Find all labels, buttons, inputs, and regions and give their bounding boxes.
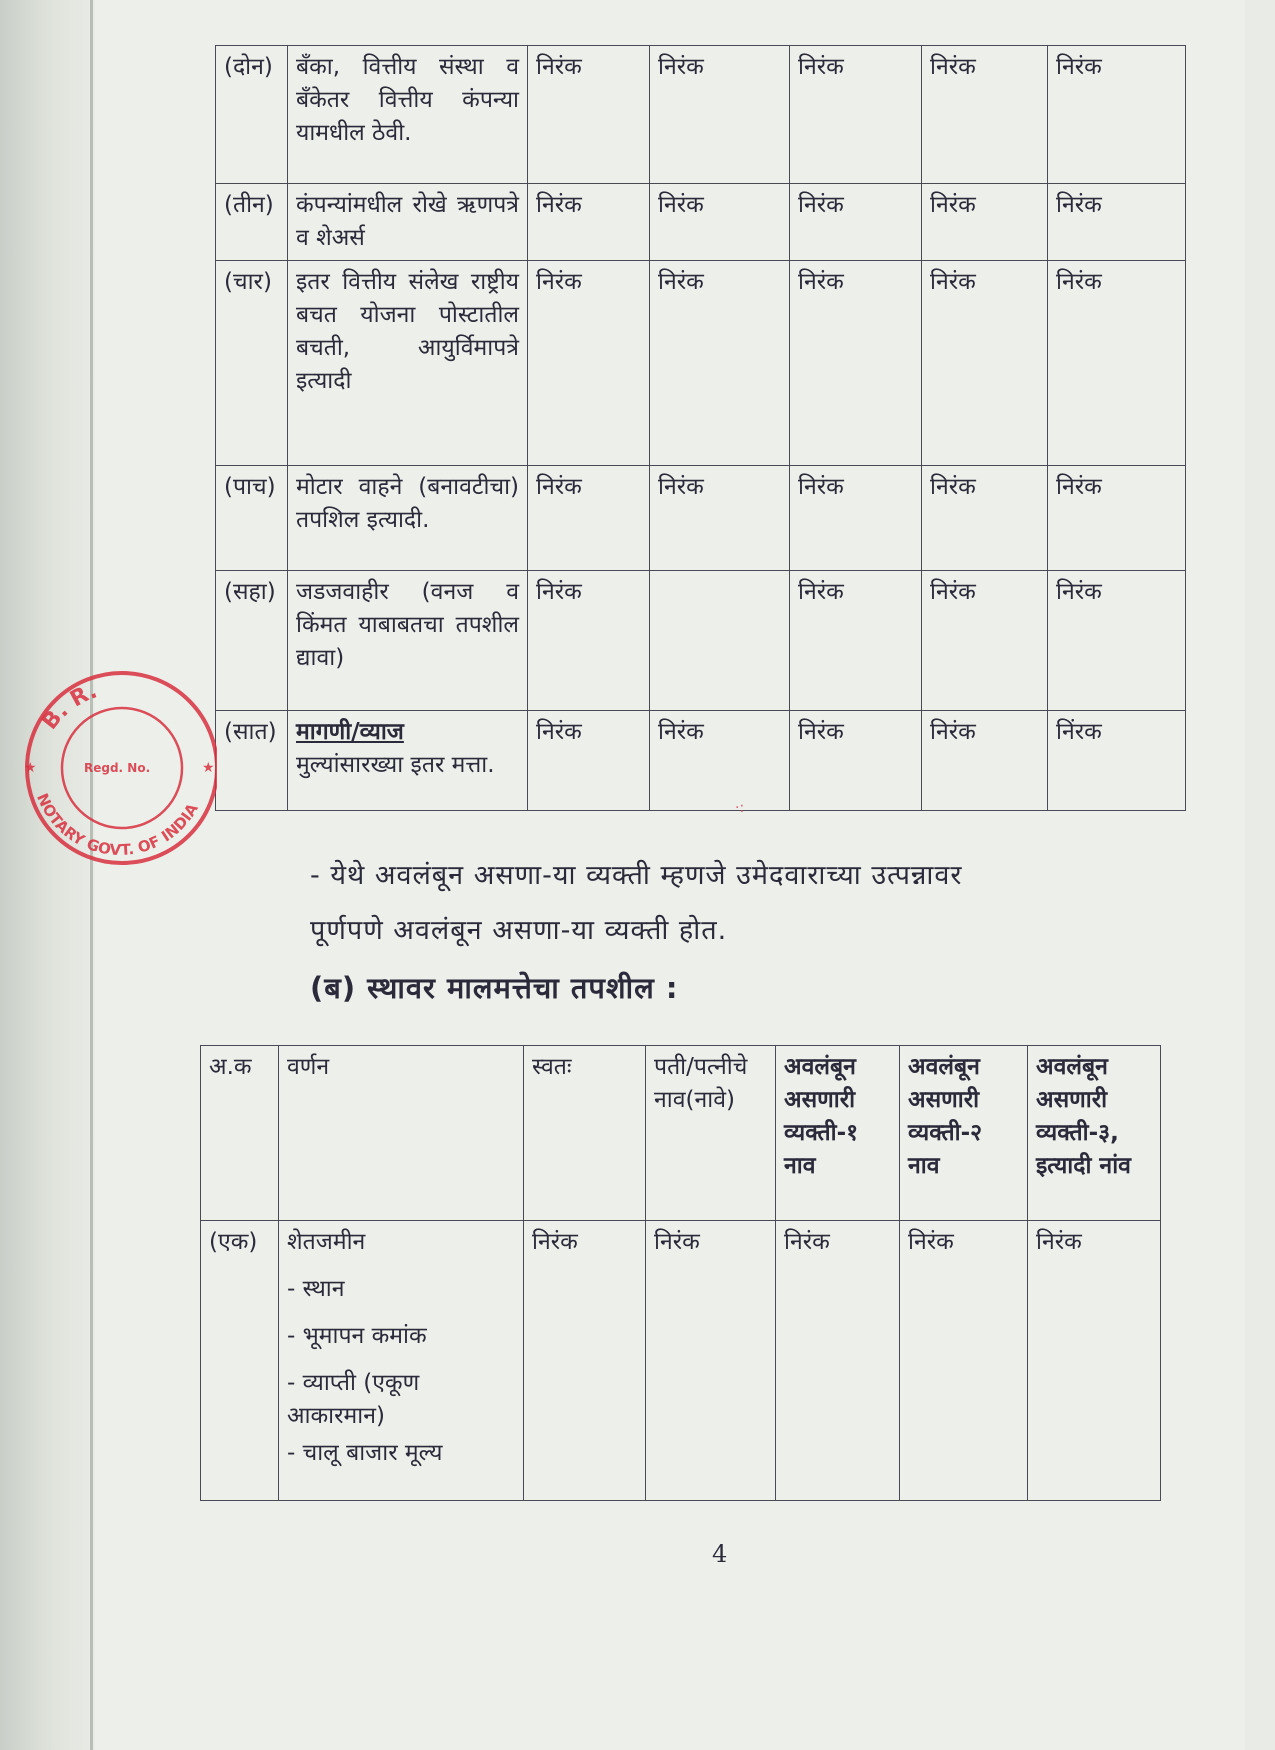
cell-value: निरंक xyxy=(1048,571,1186,711)
row-number: (दोन) xyxy=(216,46,288,184)
table-header-row xyxy=(201,1046,1161,1221)
cell-value: निरंक xyxy=(790,711,922,811)
cell-value: निरंक xyxy=(1048,466,1186,571)
cell-value: निरंक xyxy=(790,184,922,261)
sub-item-extent: - व्याप्ती (एकूण आकारमान) xyxy=(287,1370,420,1429)
dependent-note-line2: पूर्णपणे अवलंबून असणा-या व्यक्ती होत. xyxy=(310,915,728,946)
stamp-bottom-text: NOTARY GOVT. OF INDIA xyxy=(33,790,202,860)
header-description: वर्णन xyxy=(279,1046,524,1221)
cell-value: निरंक xyxy=(528,261,650,466)
row-title: शेतजमीन xyxy=(287,1229,366,1255)
row-description: जडजवाहीर (वनज व किंमत याबाबतचा तपशील द्यावा) xyxy=(288,571,528,711)
row-number: (तीन) xyxy=(216,184,288,261)
cell-value: निरंक xyxy=(528,46,650,184)
table-row xyxy=(216,466,1186,571)
cell-value: निरंक xyxy=(790,571,922,711)
svg-text:★: ★ xyxy=(24,760,37,776)
sub-item-survey-number: - भूमापन कमांक xyxy=(287,1323,427,1349)
header-dependent-2: अवलंबून असणारी व्यक्ती-२ नाव xyxy=(900,1046,1028,1221)
header-serial: अ.क xyxy=(201,1046,279,1221)
svg-text:★: ★ xyxy=(202,760,215,776)
header-spouse: पती/पत्नीचे नाव(नावे) xyxy=(646,1046,776,1221)
sub-item-location: - स्थान xyxy=(287,1276,345,1302)
cell-value: निरंक xyxy=(650,711,790,811)
cell-value: निरंक xyxy=(790,46,922,184)
sub-item-market-value: - चालू बाजार मूल्य xyxy=(287,1440,443,1466)
cell-value: निरंक xyxy=(1048,184,1186,261)
movable-assets-table xyxy=(215,45,1186,811)
row-description xyxy=(279,1221,524,1501)
cell-value: निरंक xyxy=(528,184,650,261)
row-number: (सात) xyxy=(216,711,288,811)
cell-value: निरंक xyxy=(922,711,1048,811)
cell-value: निरंक xyxy=(922,184,1048,261)
cell-value: निरंक xyxy=(646,1221,776,1501)
cell-value xyxy=(650,571,790,711)
table-row xyxy=(216,711,1186,811)
row-description: मोटार वाहने (बनावटीचा) तपशिल इत्यादी. xyxy=(288,466,528,571)
ink-speck: ·: xyxy=(735,800,745,816)
row-number: (पाच) xyxy=(216,466,288,571)
row-number: (चार) xyxy=(216,261,288,466)
cell-value: निरंक xyxy=(650,261,790,466)
cell-value: निरंक xyxy=(900,1221,1028,1501)
row-number: (सहा) xyxy=(216,571,288,711)
cell-value: निरंक xyxy=(922,46,1048,184)
table-row xyxy=(216,261,1186,466)
cell-value: निरंक xyxy=(922,466,1048,571)
cell-value: निरंक xyxy=(528,711,650,811)
cell-value: निरंक xyxy=(776,1221,900,1501)
row-description: कंपन्यांमधील रोखे ऋणपत्रे व शेअर्स xyxy=(288,184,528,261)
row-number: (एक) xyxy=(201,1221,279,1501)
header-dependent-3: अवलंबून असणारी व्यक्ती-३, इत्यादी नांव xyxy=(1028,1046,1161,1221)
cell-value: निरंक xyxy=(524,1221,646,1501)
dependent-note-line1: - येथे अवलंबून असणा-या व्यक्ती म्हणजे उमेदवाराच्या उत्पन्नावर xyxy=(310,860,963,891)
table-row xyxy=(201,1221,1161,1501)
row-description-underlined: मागणी/व्याज xyxy=(296,719,404,745)
page-number: 4 xyxy=(712,1540,728,1568)
cell-value: निरंक xyxy=(650,466,790,571)
table-row xyxy=(216,184,1186,261)
cell-value: निरंक xyxy=(528,466,650,571)
row-description: इतर वित्तीय संलेख राष्ट्रीय बचत योजना पोस्टातील बचती, आयुर्विमापत्रे इत्यादी xyxy=(288,261,528,466)
section-heading: (ब) स्थावर मालमत्तेचा तपशील : xyxy=(310,971,679,1005)
cell-value: निरंक xyxy=(650,46,790,184)
cell-value: निरंक xyxy=(1028,1221,1161,1501)
header-dependent-1: अवलंबून असणारी व्यक्ती-१ नाव xyxy=(776,1046,900,1221)
header-self: स्वतः xyxy=(524,1046,646,1221)
cell-value: निरंक xyxy=(1048,46,1186,184)
cell-value: निरंक xyxy=(1048,261,1186,466)
cell-value: निरंक xyxy=(528,571,650,711)
row-description-rest: मुल्यांसारख्या इतर मत्ता. xyxy=(296,752,495,778)
immovable-property-table xyxy=(200,1045,1161,1501)
cell-value: निरंक xyxy=(922,571,1048,711)
notary-stamp xyxy=(2,650,217,880)
row-description: बँका, वित्तीय संस्था व बँकेतर वित्तीय कंपन्या यामधील ठेवी. xyxy=(288,46,528,184)
cell-value: निरंक xyxy=(922,261,1048,466)
cell-value: निरंक xyxy=(650,184,790,261)
table-row xyxy=(216,46,1186,184)
cell-value: निरंक xyxy=(790,466,922,571)
table-row xyxy=(216,571,1186,711)
stamp-mid-text: Regd. No. xyxy=(84,761,151,775)
stamp-top-text: B. R. xyxy=(37,678,101,735)
row-description xyxy=(288,711,528,811)
cell-value: निंरक xyxy=(1048,711,1186,811)
svg-text:NOTARY GOVT. OF INDIA xyxy=(33,791,202,859)
cell-value: निरंक xyxy=(790,261,922,466)
